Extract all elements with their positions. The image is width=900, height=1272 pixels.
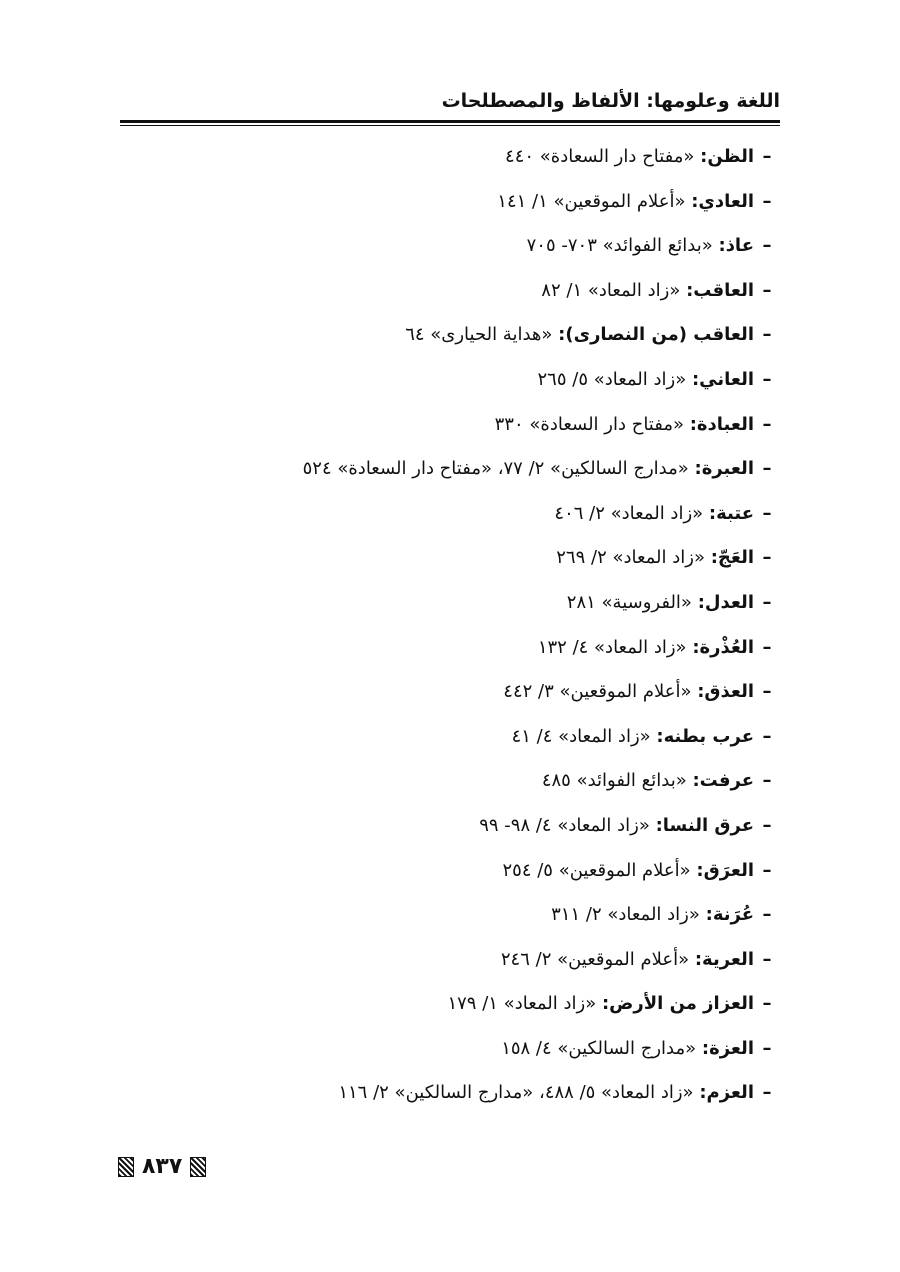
dash-bullet: – (762, 725, 772, 747)
dash-bullet: – (762, 1037, 772, 1059)
entry-reference: «زاد المعاد» ٤/ ٩٨- ٩٩ (479, 814, 650, 836)
dash-bullet: – (762, 1082, 772, 1104)
entry-reference: «زاد المعاد» ١/ ٨٢ (541, 279, 681, 301)
dash-bullet: – (762, 190, 772, 212)
entry-reference: «زاد المعاد» ٢/ ٢٦٩ (556, 547, 705, 569)
list-item (120, 185, 780, 230)
entry-term: العبادة: (689, 413, 754, 435)
dash-bullet: – (762, 279, 772, 301)
entry-term: عرفت: (692, 770, 754, 792)
list-item (120, 987, 780, 1032)
entry-term: العاقب (من النصارى): (558, 324, 754, 346)
entry-reference: «زاد المعاد» ٤/ ٤١ (511, 725, 651, 747)
entry-reference: «مدارج السالكين» ٢/ ٧٧، «مفتاح دار السعادة» ٥٢٤ (302, 458, 689, 480)
dash-bullet: – (762, 458, 772, 480)
entry-reference: «أعلام الموقعين» ٣/ ٤٤٢ (503, 681, 692, 703)
entry-reference: «زاد المعاد» ٥/ ٤٨٨، «مدارج السالكين» ٢/ ١١٦ (338, 1082, 694, 1104)
entry-reference: «أعلام الموقعين» ٢/ ٢٤٦ (500, 948, 690, 970)
list-item (120, 898, 780, 943)
dash-bullet: – (762, 591, 772, 613)
dash-bullet: – (762, 948, 772, 970)
entry-term: العُذْرة: (692, 636, 754, 658)
entry-term: عرق النسا: (655, 814, 754, 836)
list-item (120, 541, 780, 586)
ornament-icon (190, 1157, 206, 1177)
list-item (120, 720, 780, 765)
list-item (120, 408, 780, 453)
list-item (120, 631, 780, 676)
dash-bullet: – (762, 502, 772, 524)
list-item (120, 809, 780, 854)
entry-term: العَجّ: (710, 547, 754, 569)
list-item (120, 274, 780, 319)
entry-reference: «الفروسية» ٢٨١ (566, 591, 692, 613)
list-item (120, 586, 780, 631)
dash-bullet: – (762, 547, 772, 569)
header-title: اللغة وعلومها: الألفاظ والمصطلحات (441, 90, 780, 112)
dash-bullet: – (762, 368, 772, 390)
page-number: ٨٣٧ (142, 1154, 183, 1179)
list-item (120, 1076, 780, 1121)
entry-term: العاقب: (686, 279, 754, 301)
dash-bullet: – (762, 770, 772, 792)
list-item (120, 1032, 780, 1077)
entry-term: العادي: (691, 190, 754, 212)
list-item (120, 363, 780, 408)
list-item (120, 764, 780, 809)
list-item (120, 140, 780, 185)
entry-reference: «هداية الحيارى» ٦٤ (405, 324, 553, 346)
entry-term: العرية: (694, 948, 754, 970)
entry-reference: «زاد المعاد» ٤/ ١٣٢ (537, 636, 687, 658)
entry-term: العزاز من الأرض: (601, 993, 754, 1015)
dash-bullet: – (762, 146, 772, 167)
glossary-list (120, 140, 780, 1121)
entry-term: العدل: (697, 591, 754, 613)
entry-term: العاني: (691, 368, 754, 390)
dash-bullet: – (762, 993, 772, 1015)
list-item (120, 943, 780, 988)
entry-reference: «زاد المعاد» ١/ ١٧٩ (447, 993, 597, 1015)
entry-term: عتبة: (708, 502, 754, 524)
dash-bullet: – (762, 814, 772, 836)
entry-reference: «مدارج السالكين» ٤/ ١٥٨ (501, 1037, 697, 1059)
entry-reference: «بدائع الفوائد» ٤٨٥ (541, 770, 687, 792)
list-item (120, 318, 780, 363)
entry-reference: «زاد المعاد» ٢/ ٣١١ (551, 904, 700, 926)
dash-bullet: – (762, 636, 772, 658)
dash-bullet: – (762, 859, 772, 881)
entry-term: العزة: (701, 1037, 754, 1059)
list-item (120, 675, 780, 720)
entry-term: عُرَنة: (705, 904, 754, 926)
entry-reference: «مفتاح دار السعادة» ٤٤٠ (505, 146, 695, 167)
entry-term: عرب بطنه: (656, 725, 754, 747)
entry-term: العبرة: (694, 458, 754, 480)
list-item (120, 452, 780, 497)
list-item (120, 497, 780, 542)
entry-term: العرَق: (696, 859, 754, 881)
entry-reference: «زاد المعاد» ٥/ ٢٦٥ (537, 368, 687, 390)
entry-reference: «بدائع الفوائد» ٧٠٣- ٧٠٥ (526, 235, 713, 257)
entry-reference: «مفتاح دار السعادة» ٣٣٠ (494, 413, 684, 435)
running-header (120, 86, 780, 126)
header-rule-thin (120, 125, 780, 126)
dash-bullet: – (762, 413, 772, 435)
entry-reference: «زاد المعاد» ٢/ ٤٠٦ (554, 502, 704, 524)
page-footer (118, 1152, 206, 1182)
dash-bullet: – (762, 324, 772, 346)
entry-term: العزم: (699, 1082, 754, 1104)
entry-term: عاذ: (718, 235, 754, 257)
entry-term: الظن: (700, 146, 754, 167)
header-rule (120, 120, 780, 123)
entry-reference: «أعلام الموقعين» ٥/ ٢٥٤ (502, 859, 691, 881)
list-item (120, 229, 780, 274)
ornament-icon (118, 1157, 134, 1177)
entry-reference: «أعلام الموقعين» ١/ ١٤١ (497, 190, 686, 212)
list-item (120, 854, 780, 899)
dash-bullet: – (762, 235, 772, 257)
entry-term: العذق: (697, 681, 754, 703)
dash-bullet: – (762, 904, 772, 926)
dash-bullet: – (762, 681, 772, 703)
